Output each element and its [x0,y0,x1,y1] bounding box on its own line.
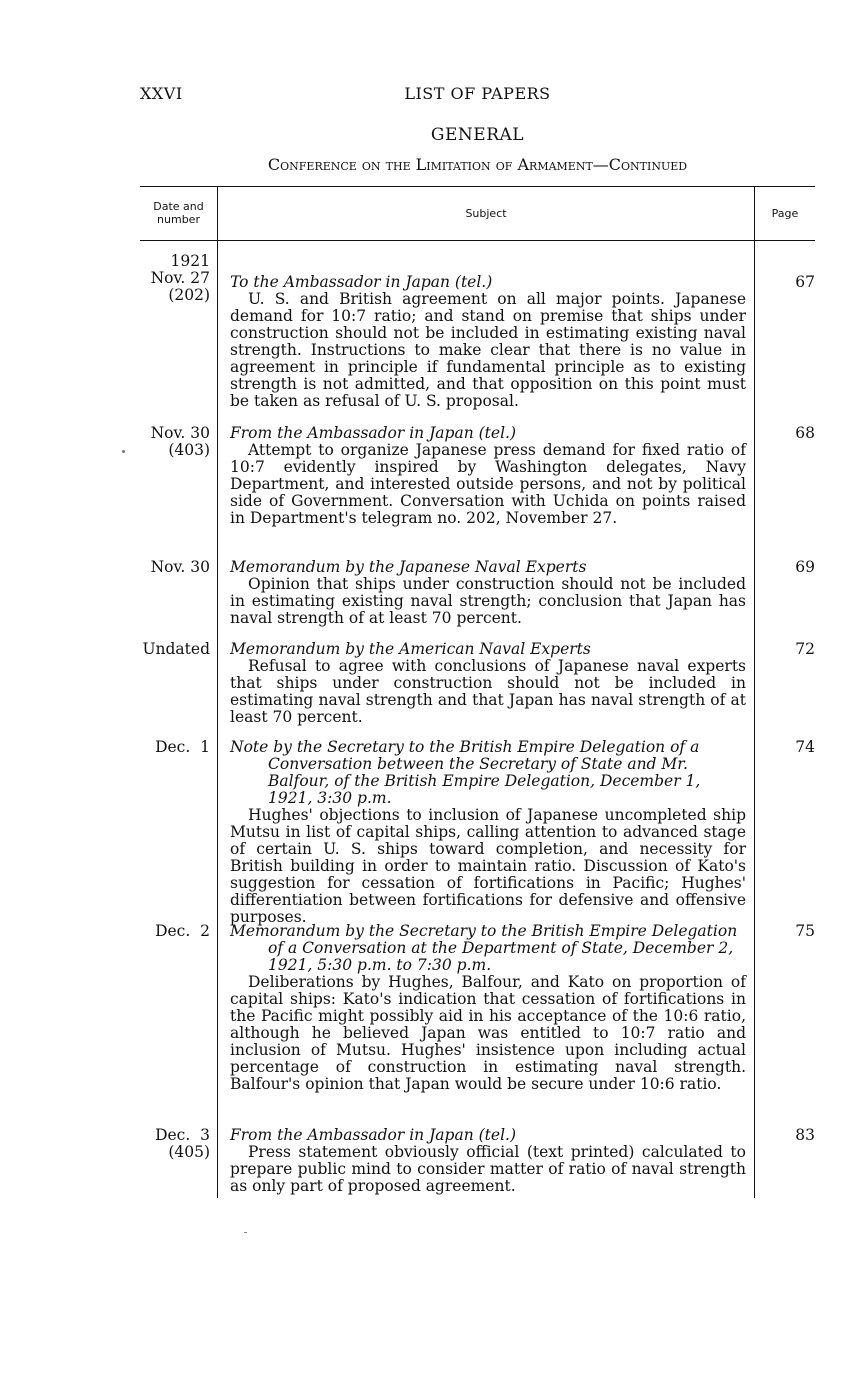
entry-title: To the Ambassador in Japan (tel.) [230,273,493,291]
entry-subject [230,1127,746,1195]
entry-date: 1921 Nov. 27 (202) [150,252,210,304]
entry-subject [230,559,746,627]
stray-mark [122,450,125,453]
entry-title: Memorandum by the Japanese Naval Experts [230,558,587,576]
entry-description: Press statement obviously official (text printed) calculated to prepare public mind to consider matter of ratio of naval strength as only part of proposed agreement. [230,1143,746,1195]
entry-title: Memorandum by the Secretary to the British Empire Delegation of a Conversation at the Department of State, December 2, 1921, 5:30 p.m. to 7:30 p.m. [230,922,738,974]
page-folio: XXVI [140,84,183,103]
running-title: LIST OF PAPERS [404,84,551,103]
entry-title: From the Ambassador in Japan (tel.) [230,1126,517,1144]
section-subtitle: Conference on the Limitation of Armament—Continued [267,155,688,174]
entry-subject [230,274,746,410]
entry-date: Undated [142,640,210,658]
column-divider [754,186,755,1198]
entry-description: Attempt to organize Japanese press demand for fixed ratio of 10:7 evidently inspired by Washington delegates, Navy Department, and interested outside persons, and not by political side of Government. Conversation with Uchida on points raised in Department's telegram no. 202, November 27. [230,441,746,527]
entry-description: Refusal to agree with conclusions of Japanese naval experts that ships under construction should not be included in estimating naval strength and that Japan has naval strength of at least 70 percent. [230,657,746,726]
entry-subject [230,425,746,527]
column-header-page: Page [771,206,799,220]
entry-date: Dec. 3 (405) [155,1126,210,1161]
entry-description: Opinion that ships under construction should not be included in estimating existing naval strength; conclusion that Japan has naval strength of at least 70 percent. [230,575,746,627]
entry-subject [230,923,746,1093]
entry-page: 67 [795,273,815,291]
entry-date: Dec. 2 [155,922,210,940]
entry-page: 68 [795,424,815,442]
entry-description: Hughes' objections to inclusion of Japanese uncompleted ship Mutsu in list of capital ships, calling attention to advanced stage of certain U. S. ships toward completion, and necessity for British building in order to maintain ratio. Discussion of Kato's suggestion for cessation of fortifications in Pacific; Hughes' differentiation between fortifications for defensive and offensive purposes. [230,806,746,926]
entry-description: U. S. and British agreement on all major points. Japanese demand for 10:7 ratio; and stand on premise that ships under construction should not be included in estimating existing naval strength. Instructions to make clear that there is no value in agreement in principle if fundamental principle as to existing strength is not admitted, and that opposition on this point must be taken as refusal of U. S. proposal. [230,290,746,410]
entry-subject [230,641,746,726]
entry-title: Memorandum by the American Naval Experts [230,640,591,658]
entry-subject [230,739,746,926]
running-head [140,84,815,106]
column-divider [217,186,218,1198]
column-header-date: Date and number [153,200,204,226]
entry-page: 83 [795,1126,815,1144]
entry-page: 69 [795,558,815,576]
section-title: GENERAL [430,125,525,145]
column-header-subject: Subject [465,206,507,220]
entry-description: Deliberations by Hughes, Balfour, and Kato on proportion of capital ships: Kato's indication that cessation of fortifications in the Pacific might possibly aid in his acceptance of the 10:6 ratio, although he believed Japan was entitled to 10:7 ratio and inclusion of Mutsu. Hughes' insistence upon including actual percentage of construction in estimating naval strength. Balfour's opinion that Japan would be secure under 10:6 ratio. [230,973,746,1093]
entry-page: 75 [795,922,815,940]
papers-table [140,186,815,1198]
entry-page: 74 [795,738,815,756]
entry-date: Dec. 1 [155,738,210,756]
entry-date: Nov. 30 (403) [150,424,210,459]
entry-date: Nov. 30 [150,558,210,576]
entry-title: From the Ambassador in Japan (tel.) [230,424,517,442]
table-header-rule [140,240,815,241]
stray-mark [244,1232,247,1233]
entry-title: Note by the Secretary to the British Empire Delegation of a Conversation between the Secretary of State and Mr. Balfour, of the British Empire Delegation, December 1, 1921, 3:30 p.m. [230,738,701,807]
entry-page: 72 [795,640,815,658]
